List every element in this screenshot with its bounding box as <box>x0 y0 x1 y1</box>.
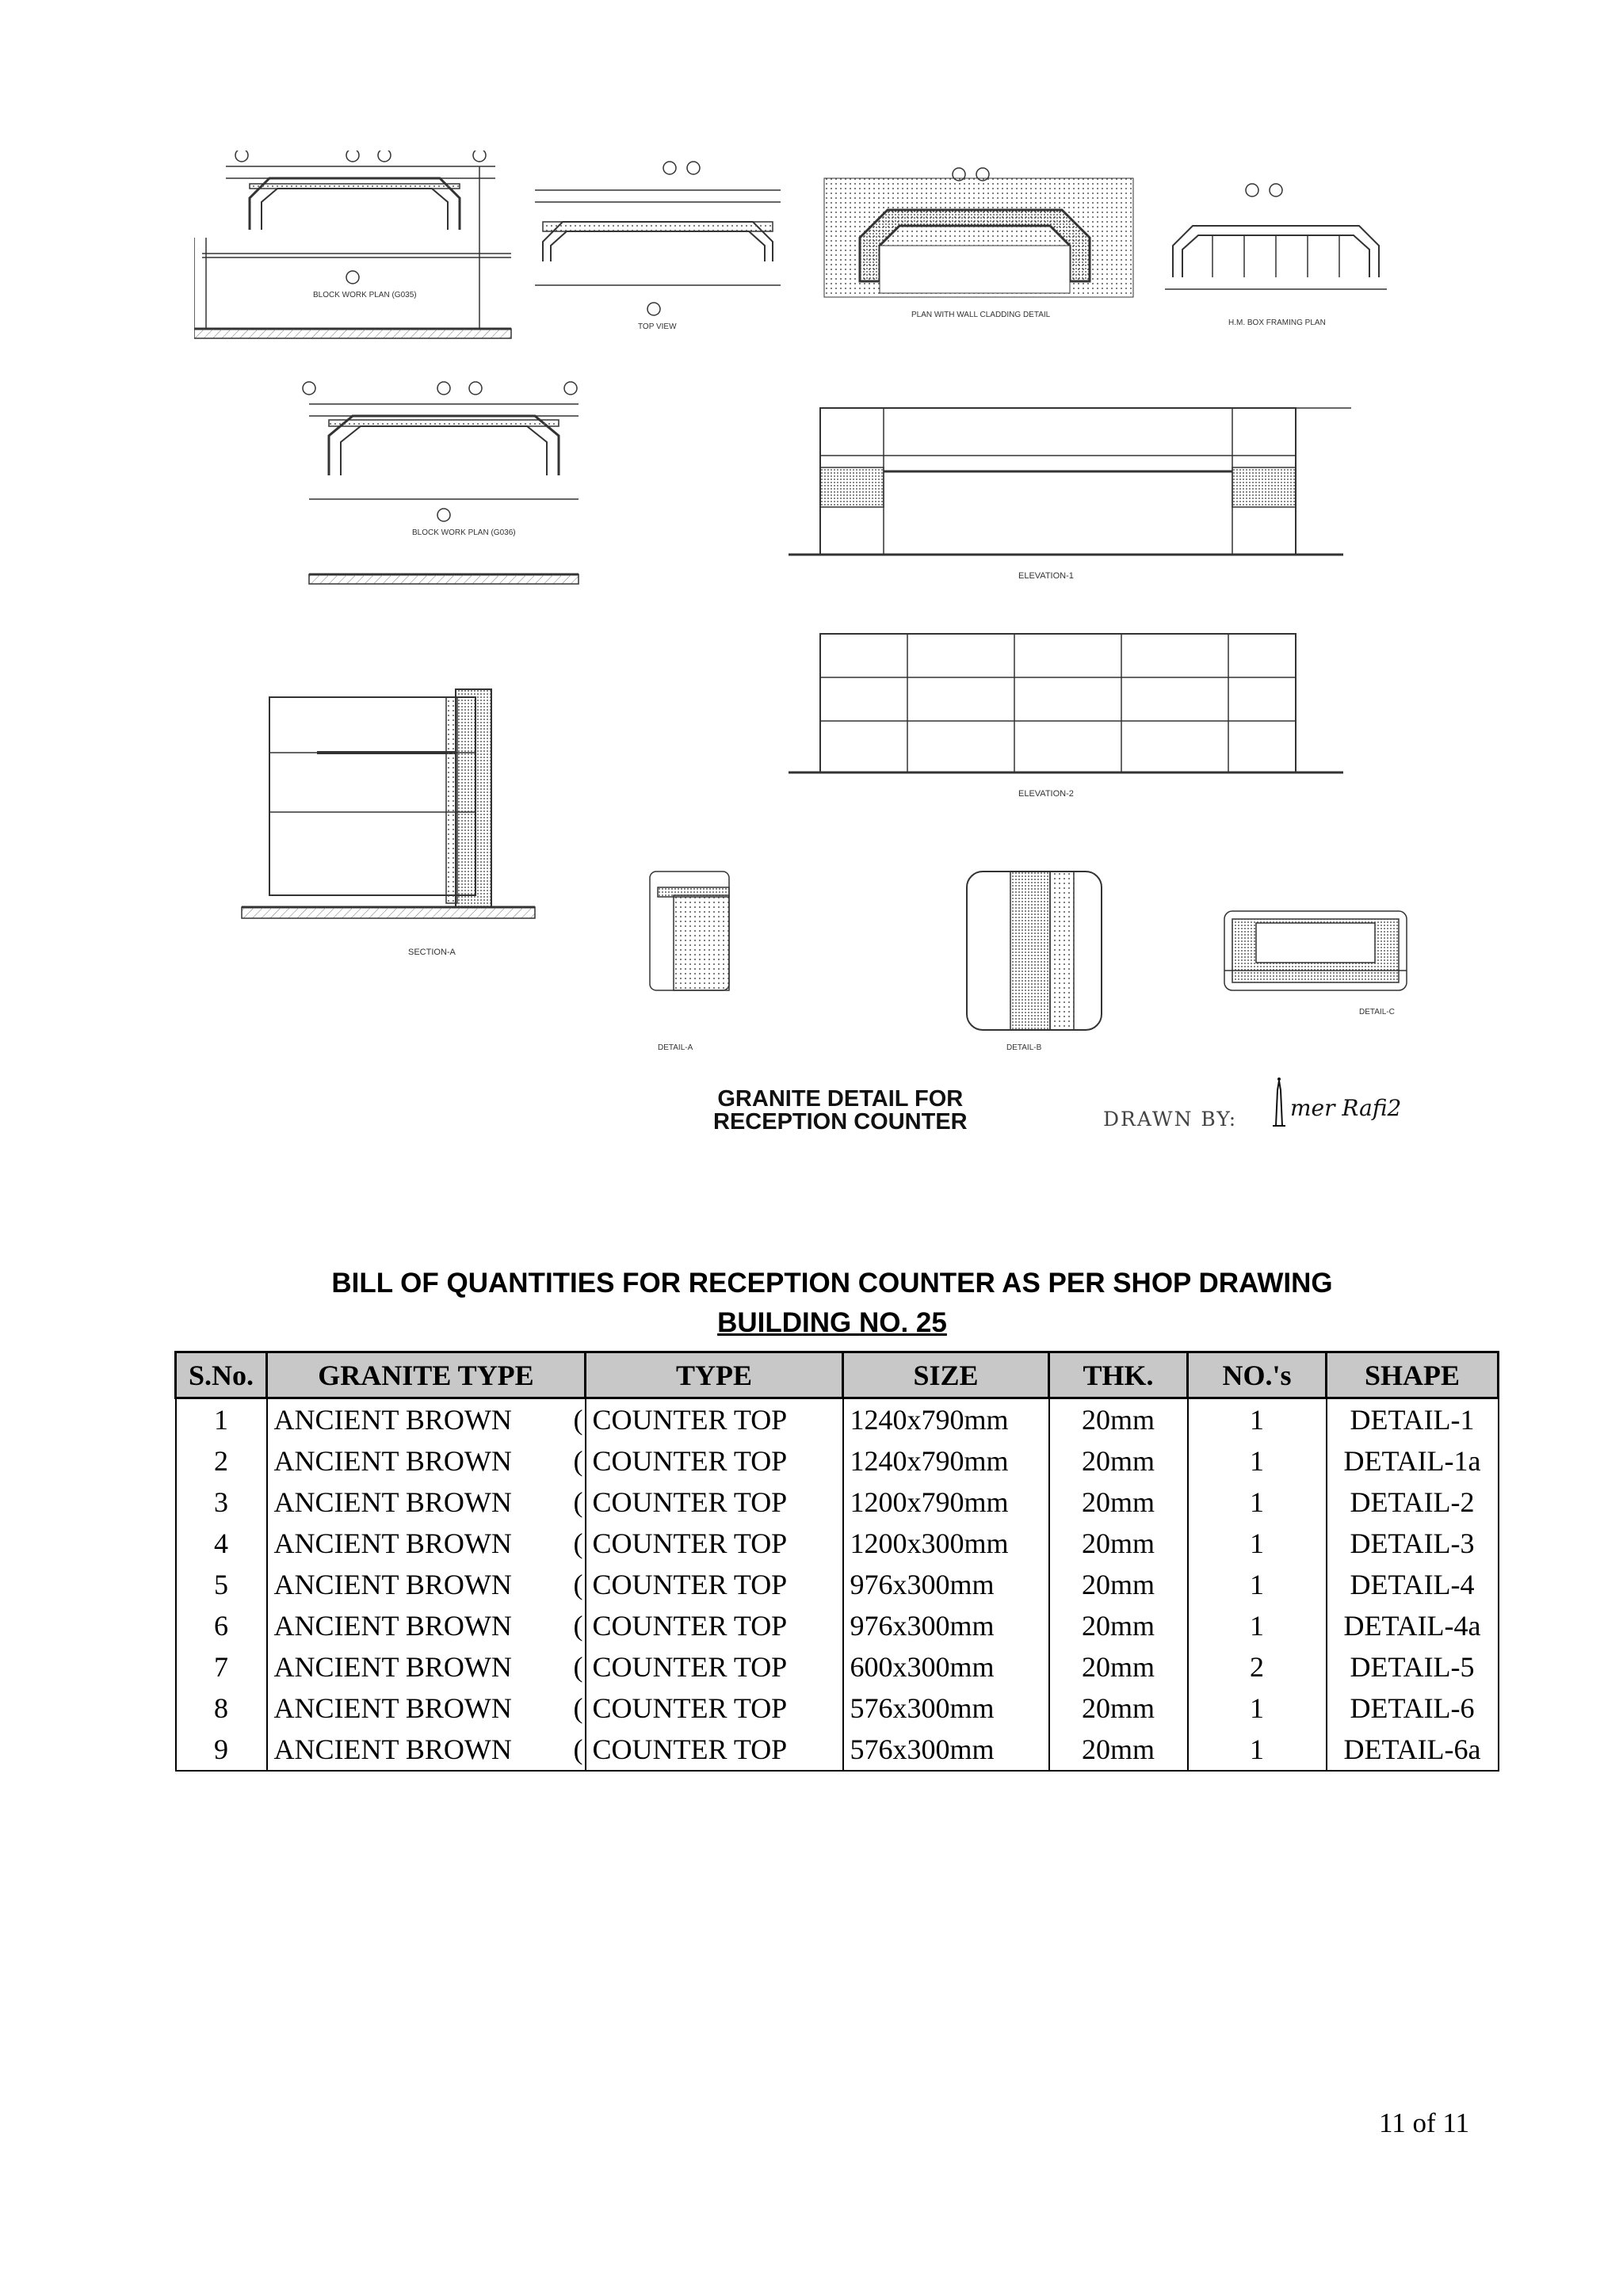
plan-wall-cladding-view <box>824 168 1133 319</box>
plan-cladding-label: PLAN WITH WALL CLADDING DETAIL <box>911 311 1051 319</box>
cell-nos: 1 <box>1188 1398 1327 1441</box>
block-work-plan-g035-view <box>194 151 511 338</box>
table-row <box>176 1440 1499 1482</box>
cell-type: COUNTER TOP <box>586 1564 843 1605</box>
cell-type: COUNTER TOP <box>586 1605 843 1646</box>
drawing-title-line-1: GRANITE DETAIL FOR <box>717 1086 964 1112</box>
header-nos: NO.'s <box>1188 1352 1327 1398</box>
table-row <box>176 1523 1499 1564</box>
detail-a-view <box>650 871 729 1052</box>
cell-nos: 1 <box>1188 1688 1327 1729</box>
cell-granite-type: ANCIENT BROWN ( <box>267 1646 586 1688</box>
cell-type: COUNTER TOP <box>586 1729 843 1771</box>
elevation-2-view <box>789 634 1343 799</box>
cell-size: 600x300mm <box>843 1646 1049 1688</box>
cell-granite-type: ANCIENT BROWN ( <box>267 1523 586 1564</box>
detail-c-view <box>1224 911 1407 1016</box>
cell-type: COUNTER TOP <box>586 1523 843 1564</box>
cell-size: 1200x300mm <box>843 1523 1049 1564</box>
table-row <box>176 1605 1499 1646</box>
cell-thk: 20mm <box>1049 1646 1188 1688</box>
cell-nos: 1 <box>1188 1729 1327 1771</box>
header-sno: S.No. <box>176 1352 267 1398</box>
boq-subtitle <box>174 1307 1490 1339</box>
cell-shape: DETAIL-6a <box>1327 1729 1499 1771</box>
boq-title: BILL OF QUANTITIES FOR RECEPTION COUNTER AS PER SHOP DRAWING <box>331 1268 1333 1299</box>
cell-thk: 20mm <box>1049 1398 1188 1441</box>
drawing-title <box>713 1088 968 1134</box>
cell-granite-type: ANCIENT BROWN ( <box>267 1564 586 1605</box>
detail-b-view <box>967 871 1102 1052</box>
cell-size: 576x300mm <box>843 1688 1049 1729</box>
cell-granite-type: ANCIENT BROWN ( <box>267 1729 586 1771</box>
header-shape: SHAPE <box>1327 1352 1499 1398</box>
cell-shape: DETAIL-4 <box>1327 1564 1499 1605</box>
cell-granite-type: ANCIENT BROWN ( <box>267 1605 586 1646</box>
signature-image <box>1266 1074 1417 1130</box>
cell-granite-type: ANCIENT BROWN ( <box>267 1398 586 1441</box>
cell-nos: 1 <box>1188 1440 1327 1482</box>
cell-size: 1200x790mm <box>843 1482 1049 1523</box>
top-view <box>535 162 781 331</box>
cell-sno: 5 <box>176 1564 267 1605</box>
table-row <box>176 1688 1499 1729</box>
table-row <box>176 1729 1499 1771</box>
cell-type: COUNTER TOP <box>586 1646 843 1688</box>
cell-shape: DETAIL-4a <box>1327 1605 1499 1646</box>
header-granite-type: GRANITE TYPE <box>267 1352 586 1398</box>
elevation-1-label: ELEVATION-1 <box>1018 571 1074 581</box>
section-a-view <box>242 689 535 957</box>
cell-granite-type: ANCIENT BROWN ( <box>267 1440 586 1482</box>
block-work-plan-g036-view <box>303 382 579 584</box>
cell-sno: 8 <box>176 1688 267 1729</box>
drawing-title-line-2: RECEPTION COUNTER <box>713 1109 968 1135</box>
cell-size: 1240x790mm <box>843 1440 1049 1482</box>
cell-thk: 20mm <box>1049 1688 1188 1729</box>
cell-type: COUNTER TOP <box>586 1440 843 1482</box>
cell-shape: DETAIL-1a <box>1327 1440 1499 1482</box>
cell-granite-type: ANCIENT BROWN ( <box>267 1688 586 1729</box>
cell-thk: 20mm <box>1049 1523 1188 1564</box>
svg-text:mer Rafi2: mer Rafi2 <box>1290 1095 1402 1121</box>
cad-drawing-sheet <box>194 151 1430 1173</box>
cell-shape: DETAIL-2 <box>1327 1482 1499 1523</box>
cad-drawing-canvas <box>194 151 1430 1173</box>
cell-size: 976x300mm <box>843 1564 1049 1605</box>
cell-nos: 1 <box>1188 1605 1327 1646</box>
cell-sno: 7 <box>176 1646 267 1688</box>
boq-header-row <box>176 1352 1499 1398</box>
cell-type: COUNTER TOP <box>586 1482 843 1523</box>
page-number: 11 of 11 <box>1379 2107 1470 2138</box>
cell-nos: 1 <box>1188 1523 1327 1564</box>
elevation-2-label: ELEVATION-2 <box>1018 789 1074 799</box>
header-size: SIZE <box>843 1352 1049 1398</box>
table-row <box>176 1482 1499 1523</box>
cell-sno: 1 <box>176 1398 267 1441</box>
cell-shape: DETAIL-6 <box>1327 1688 1499 1729</box>
hm-box-framing-view <box>1165 184 1387 327</box>
cell-type: COUNTER TOP <box>586 1398 843 1441</box>
boq-building-number: BUILDING NO. 25 <box>717 1307 947 1338</box>
drawn-by-label: DRAWN BY: <box>1103 1108 1238 1131</box>
header-thk: THK. <box>1049 1352 1188 1398</box>
cell-shape: DETAIL-1 <box>1327 1398 1499 1441</box>
section-a-label: SECTION-A <box>408 948 456 957</box>
block-work-plan-g036-label: BLOCK WORK PLAN (G036) <box>412 528 516 537</box>
header-type: TYPE <box>586 1352 843 1398</box>
top-view-label: TOP VIEW <box>638 322 677 331</box>
cell-nos: 1 <box>1188 1564 1327 1605</box>
detail-c-label: DETAIL-C <box>1359 1008 1395 1016</box>
cell-shape: DETAIL-3 <box>1327 1523 1499 1564</box>
cell-thk: 20mm <box>1049 1729 1188 1771</box>
block-work-plan-g035-label: BLOCK WORK PLAN (G035) <box>313 291 417 299</box>
cell-granite-type: ANCIENT BROWN ( <box>267 1482 586 1523</box>
cell-sno: 6 <box>176 1605 267 1646</box>
cell-thk: 20mm <box>1049 1605 1188 1646</box>
cell-size: 976x300mm <box>843 1605 1049 1646</box>
hm-box-label: H.M. BOX FRAMING PLAN <box>1228 318 1326 327</box>
cell-shape: DETAIL-5 <box>1327 1646 1499 1688</box>
cell-sno: 3 <box>176 1482 267 1523</box>
detail-b-label: DETAIL-B <box>1006 1043 1042 1052</box>
cell-thk: 20mm <box>1049 1440 1188 1482</box>
cell-size: 1240x790mm <box>843 1398 1049 1441</box>
cell-nos: 1 <box>1188 1482 1327 1523</box>
table-row <box>176 1646 1499 1688</box>
cell-sno: 9 <box>176 1729 267 1771</box>
cell-thk: 20mm <box>1049 1564 1188 1605</box>
boq-table <box>174 1351 1499 1772</box>
cell-sno: 4 <box>176 1523 267 1564</box>
cell-sno: 2 <box>176 1440 267 1482</box>
detail-a-label: DETAIL-A <box>658 1043 693 1052</box>
elevation-1-view <box>789 408 1351 581</box>
cell-type: COUNTER TOP <box>586 1688 843 1729</box>
cell-nos: 2 <box>1188 1646 1327 1688</box>
table-row <box>176 1564 1499 1605</box>
cell-thk: 20mm <box>1049 1482 1188 1523</box>
table-row <box>176 1398 1499 1441</box>
cell-size: 576x300mm <box>843 1729 1049 1771</box>
